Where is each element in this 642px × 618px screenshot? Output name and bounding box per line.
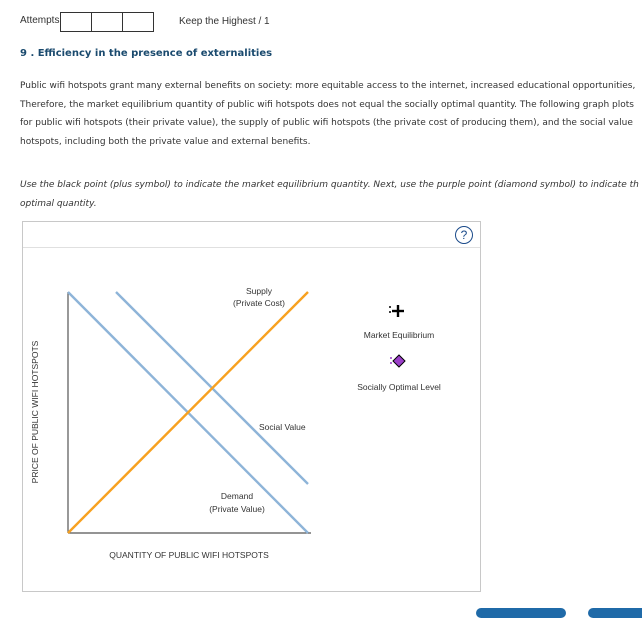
help-icon[interactable]: ? bbox=[455, 226, 473, 244]
paragraph-line: Public wifi hotspots grant many external benefits on society: more equitable access to the internet, increased educational opportunities, bbox=[20, 81, 636, 91]
instruction-line: Use the black point (plus symbol) to indicate the market equilibrium quantity. Next, use the purple point (diamond symbol) to indicate th bbox=[20, 180, 639, 190]
demand-sublabel: (Private Value) bbox=[209, 504, 265, 514]
social-value-label: Social Value bbox=[259, 422, 306, 432]
attempt-box bbox=[91, 12, 123, 32]
check-answer-button[interactable] bbox=[476, 608, 566, 618]
instruction-line: optimal quantity. bbox=[20, 198, 97, 209]
attempt-box bbox=[60, 12, 92, 32]
socially-optimal-tool[interactable] bbox=[390, 355, 405, 367]
question-title: 9 . Efficiency in the presence of externalities bbox=[20, 48, 273, 59]
supply-sublabel: (Private Cost) bbox=[233, 298, 285, 308]
supply-label: Supply bbox=[246, 286, 272, 296]
demand-label: Demand bbox=[220, 491, 254, 501]
attempt-boxes bbox=[60, 12, 154, 32]
keep-highest-label: Keep the Highest / 1 bbox=[179, 16, 270, 27]
graph-panel bbox=[22, 221, 481, 592]
next-button[interactable] bbox=[588, 608, 642, 618]
attempts-label: Attempts bbox=[20, 15, 60, 26]
market-equilibrium-tool[interactable] bbox=[389, 305, 404, 317]
paragraph-line: hotspots, including both the private value and external benefits. bbox=[20, 136, 311, 147]
socially-optimal-label: Socially Optimal Level bbox=[357, 382, 441, 392]
market-equilibrium-label: Market Equilibrium bbox=[363, 330, 435, 340]
paragraph-line: for public wifi hotspots (their private value), the supply of public wifi hotspots (the private cost of producing them), and the social value bbox=[20, 118, 633, 128]
question-paragraph bbox=[20, 77, 642, 151]
attempt-box bbox=[122, 12, 154, 32]
instructions bbox=[20, 176, 639, 213]
graph-canvas[interactable] bbox=[23, 222, 480, 591]
y-axis-label: PRICE OF PUBLIC WIFI HOTSPOTS bbox=[30, 340, 40, 484]
x-axis-label: QUANTITY OF PUBLIC WIFI HOTSPOTS bbox=[109, 550, 269, 560]
paragraph-line: Therefore, the market equilibrium quantity of public wifi hotspots does not equal the socially optimal quantity. The following graph plots bbox=[20, 99, 634, 110]
